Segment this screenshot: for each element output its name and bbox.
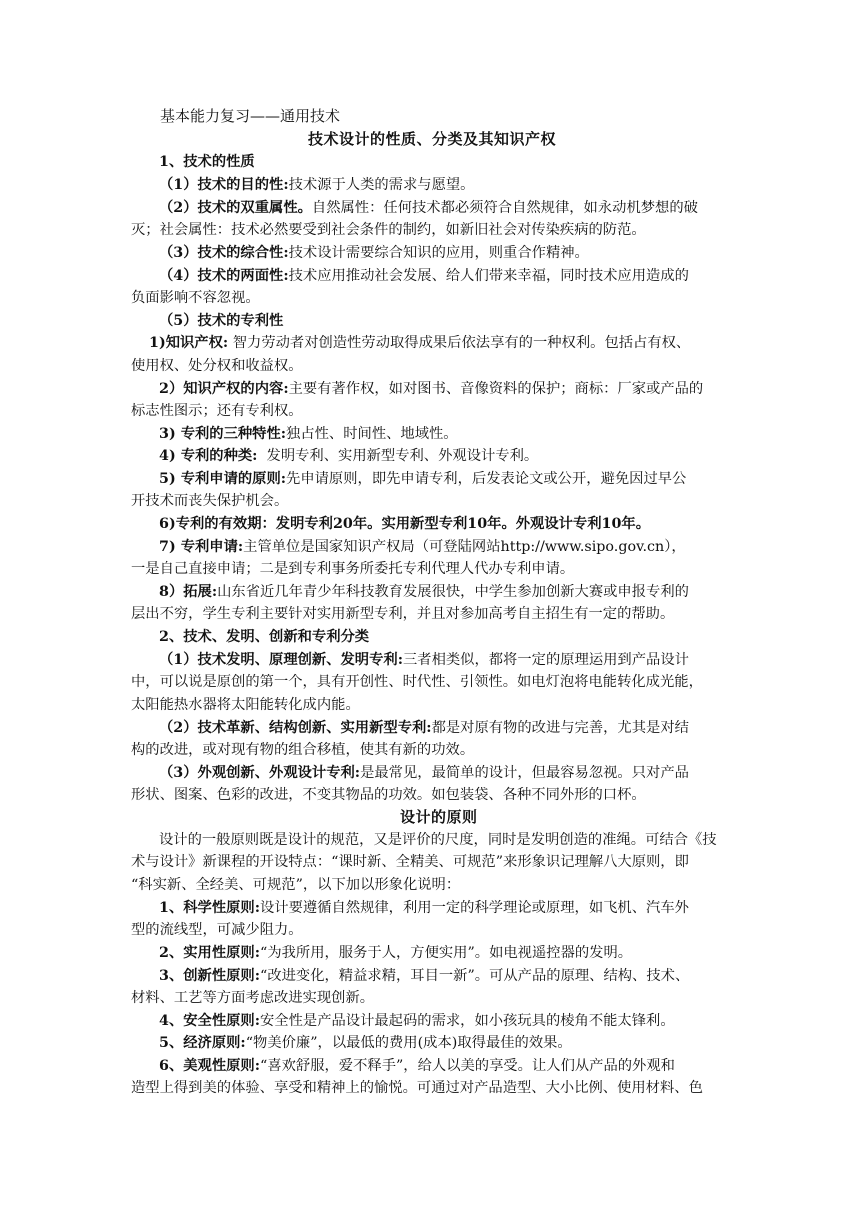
paragraph-text: 山东省近几年青少年科技教育发展很快，中学生参加创新大赛或申报专利的 [217, 584, 689, 600]
paragraph-line: 层出不穷，学生专利主要针对实用新型专利，并且对参加高考自主招生有一定的帮助。 [131, 606, 675, 622]
paragraph-text: 是最常见，最简单的设计，但最容易忽视。只对产品 [360, 765, 689, 781]
paragraph-line: “科实新、全经美、可规范”，以下加以形象化说明： [131, 877, 461, 893]
term-label: 4) 专利的种类: [159, 448, 258, 464]
paragraph-line [159, 1011, 675, 1031]
section-heading: 2、技术、发明、创新和专利分类 [159, 629, 370, 645]
paragraph-line [159, 718, 689, 738]
paragraph-text: 独占性、时间性、地域性。 [286, 426, 458, 442]
paragraph-text: 三者相类似，都将一定的原理运用到产品设计 [402, 652, 689, 668]
paragraph-line-bold: 6)专利的有效期：发明专利20年。实用新型专利10年。外观设计专利10年。 [159, 516, 651, 532]
paragraph-line: 负面影响不容忽视。 [131, 290, 260, 306]
paragraph-line: 开技术而丧失保护机会。 [131, 493, 289, 509]
section-title: 设计的原则 [400, 808, 478, 826]
section-heading: 1、技术的性质 [159, 154, 255, 170]
paragraph-line [149, 333, 690, 353]
paragraph-text: “喜欢舒服，爱不释手”，给人以美的享受。让人们从产品的外观和 [260, 1058, 675, 1074]
term-label: 5) 专利申请的原则: [159, 471, 287, 487]
paragraph-line [159, 1056, 675, 1076]
term-label: （4）技术的两面性: [159, 268, 289, 284]
term-label: 4、安全性原则: [159, 1013, 261, 1029]
term-label: （1）技术发明、原理创新、发明专利: [159, 652, 403, 668]
term-label: （3）技术的综合性: [159, 245, 289, 261]
paragraph-line [159, 1033, 572, 1053]
term-label: （2）技术革新、结构创新、实用新型专利: [159, 720, 432, 736]
paragraph-line: 灭；社会属性：技术必然要受到社会条件的制约，如新旧社会对传染疾病的防范。 [131, 222, 646, 238]
paragraph-line: 型的流线型，可减少阻力。 [131, 922, 303, 938]
paragraph-text: 发明专利、实用新型专利、外观设计专利。 [266, 448, 539, 464]
term-label: 2）知识产权的内容: [159, 381, 289, 397]
paragraph-line [159, 243, 589, 263]
paragraph-line: 中，可以说是原创的第一个，具有开创性、时代性、引领性。如电灯泡将电能转化成光能， [131, 674, 703, 690]
paragraph-text: 都是对原有物的改进与完善，尤其是对结 [431, 720, 689, 736]
term-label: （2）技术的双重属性。 [159, 200, 312, 216]
paragraph-line: 一是自己直接申请；二是到专利事务所委托专利代理人代办专利申请。 [131, 561, 575, 577]
paragraph-line: 构的改进，或对现有物的组合移植，使其有新的功效。 [131, 742, 475, 758]
paragraph-text: 自然属性：任何技术都必须符合自然规律，如永动机梦想的破 [311, 200, 698, 216]
paragraph-text: “物美价廉”，以最低的费用(成本)取得最佳的效果。 [245, 1035, 572, 1051]
section-title: 技术设计的性质、分类及其知识产权 [308, 130, 557, 148]
paragraph-text: 技术设计需要综合知识的应用，则重合作精神。 [288, 245, 589, 261]
paragraph-text: 主要有著作权，如对图书、音像资料的保护；商标：厂家或产品的 [288, 381, 704, 397]
term-label: 7) 专利申请: [159, 539, 244, 555]
paragraph-line [159, 469, 686, 489]
paragraph-text: 智力劳动者对创造性劳动取得成果后依法享有的一种权利。包括占有权、 [232, 335, 691, 351]
paragraph-line [159, 537, 686, 557]
paragraph-text: 技术源于人类的需求与愿望。 [288, 177, 475, 193]
term-label: 3、创新性原则: [159, 968, 261, 984]
paragraph-line: 标志性图示；还有专利权。 [131, 403, 303, 419]
paragraph-line: 形状、图案、色彩的改进，不变其物品的功效。如包装袋、各种不同外形的口杯。 [131, 787, 646, 803]
paragraph-text: 技术应用推动社会发展、给人们带来幸福，同时技术应用造成的 [288, 268, 689, 284]
paragraph-text: 主管单位是国家知识产权局（可登陆网站http://www.sipo.gov.cn）， [243, 539, 686, 555]
paragraph-text: 安全性是产品设计最起码的需求，如小孩玩具的棱角不能太锋利。 [260, 1013, 675, 1029]
paragraph-line: 术与设计》新课程的开设特点：“课时新、全精美、可规范”来形象识记理解八大原则，即 [131, 854, 689, 870]
paragraph-line [159, 175, 474, 195]
paragraph-text: 设计要遵循自然规律，利用一定的科学理论或原理，如飞机、汽车外 [260, 900, 689, 916]
term-label: 6、美观性原则: [159, 1058, 261, 1074]
paragraph-line: 太阳能热水器将太阳能转化成内能。 [131, 697, 360, 713]
paragraph-line: 设计的一般原则既是设计的规范，又是评价的尺度，同时是发明创造的准绳。可结合《技 [159, 832, 717, 848]
term-label: 2、实用性原则: [159, 945, 261, 961]
paragraph-line: 造型上得到美的体验、享受和精神上的愉悦。可通过对产品造型、大小比例、使用材料、色 [131, 1080, 703, 1096]
term-label: 8）拓展: [159, 584, 218, 600]
term-label: 5、经济原则: [159, 1035, 246, 1051]
paragraph-text: “为我所用，服务于人，方便实用”。如电视遥控器的发明。 [260, 945, 633, 961]
paragraph-line [159, 446, 538, 466]
paragraph-line [159, 424, 458, 444]
paragraph-line [159, 898, 689, 918]
paragraph-line [159, 943, 632, 963]
paragraph-text: 先申请原则，即先申请专利，后发表论文或公开，避免因过早公 [286, 471, 687, 487]
paragraph-line [159, 198, 698, 218]
paragraph-text: “改进变化，精益求精，耳目一新”。可从产品的原理、结构、技术、 [260, 968, 690, 984]
term-label: （1）技术的目的性: [159, 177, 289, 193]
term-label: 1、科学性原则: [159, 900, 261, 916]
paragraph-line [159, 266, 689, 286]
section-heading: （5）技术的专利性 [159, 313, 284, 329]
paragraph-line [159, 650, 689, 670]
paragraph-line [159, 763, 689, 783]
term-label: 3) 专利的三种特性: [159, 426, 287, 442]
term-label: （3）外观创新、外观设计专利: [159, 765, 361, 781]
document-header: 基本能力复习——通用技术 [160, 107, 341, 125]
paragraph-line [159, 582, 689, 602]
term-label: 1)知识产权: [149, 335, 229, 351]
paragraph-line: 材料、工艺等方面考虑改进实现创新。 [131, 990, 375, 1006]
paragraph-line [159, 379, 703, 399]
paragraph-line [159, 966, 689, 986]
paragraph-line: 使用权、处分权和收益权。 [131, 358, 303, 374]
